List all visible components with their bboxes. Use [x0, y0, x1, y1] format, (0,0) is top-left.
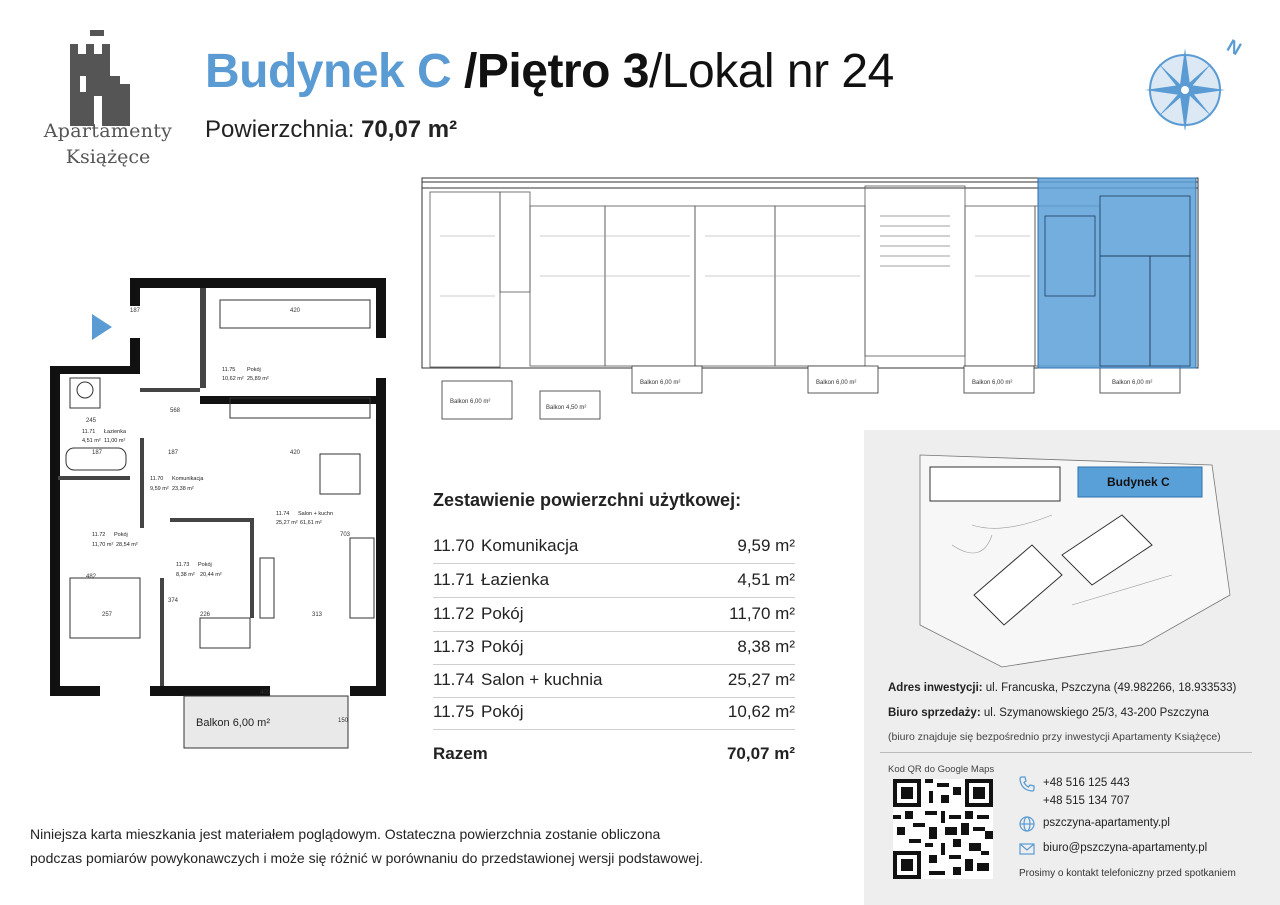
disclaimer-line-2: podczas pomiarów powykonawczych i może się różnić w porównaniu do przedstawionej wersji podstawowej. [30, 850, 704, 866]
room-name: Łazienka [481, 570, 550, 589]
area-table-title: Zestawienie powierzchni użytkowej: [433, 490, 742, 510]
table-row [433, 696, 795, 730]
title-floor: Piętro 3 [476, 45, 649, 98]
phone-icon [1018, 775, 1036, 793]
room-area: 10,62 m² [727, 702, 795, 721]
table-row [433, 664, 795, 698]
disclaimer-line-1: Niniejsza karta mieszkania jest materiałem poglądowym. Ostateczna powierzchnia zostanie obliczona [30, 826, 661, 842]
compass-icon [1140, 30, 1250, 130]
table-row [433, 598, 795, 632]
total-label: Razem [433, 744, 488, 763]
dim-label-12: 226 [200, 612, 211, 618]
table-row [433, 631, 795, 665]
email-icon [1018, 840, 1036, 858]
room-label-area1-1175: 10,62 m² [222, 376, 244, 382]
unit-balcony-label: Balkon 6,00 m² [196, 717, 270, 729]
room-code: 11.72 [433, 604, 475, 623]
area-label: Powierzchnia: [205, 116, 362, 143]
unit-floor-plan [50, 278, 390, 750]
room-code: 11.74 [433, 670, 475, 689]
room-area: 9,59 m² [737, 536, 795, 555]
room-area: 25,27 m² [727, 670, 795, 689]
room-label-code-1171: 11.71 [82, 429, 96, 435]
room-label-area1-1170: 9,59 m² [150, 486, 169, 492]
room-label-area2-1171: 11,00 m² [104, 438, 126, 444]
room-label-name-1172: Pokój [114, 532, 128, 538]
contact-note: Prosimy o kontakt telefoniczny przed spotkaniem [1019, 868, 1236, 879]
dim-label-6: 187 [168, 450, 179, 456]
dim-label-1: 187 [130, 308, 141, 314]
qr-code-icon[interactable] [893, 779, 993, 879]
investment-address-label: Adres inwestycji: [888, 682, 983, 694]
room-label-code-1172: 11.72 [92, 532, 106, 538]
room-label-code-1173: 11.73 [176, 562, 190, 568]
dim-label-10: 374 [168, 598, 179, 604]
room-name: Pokój [481, 637, 524, 656]
room-label-area1-1171: 4,51 m² [82, 438, 101, 444]
globe-icon [1018, 815, 1036, 833]
sales-office-address [888, 707, 1209, 719]
room-name: Pokój [481, 702, 524, 721]
entrance-arrow-icon [92, 314, 112, 340]
panel-divider [880, 752, 1252, 753]
room-label-name-1173: Pokój [198, 562, 212, 568]
phone-1[interactable]: +48 516 125 443 [1043, 777, 1130, 789]
site-map [912, 445, 1234, 670]
sales-office-note: (biuro znajduje się bezpośrednio przy inwestycji Apartamenty Książęce) [888, 731, 1221, 743]
investment-address [888, 682, 1236, 694]
dim-label-9: 482 [86, 574, 97, 580]
floor-balcony-label-5: Balkon 6,00 m² [972, 380, 1013, 386]
room-code: 11.75 [433, 702, 475, 721]
room-label-name-1174: Salon + kuchn [298, 511, 334, 517]
dim-label-8: 703 [340, 532, 351, 538]
sales-office-label: Biuro sprzedaży: [888, 707, 981, 719]
dim-label-2: 420 [290, 308, 301, 314]
page-title [205, 44, 894, 99]
room-code: 11.73 [433, 637, 475, 656]
room-label-name-1175: Pokój [247, 367, 261, 373]
sales-office-value: ul. Szymanowskiego 25/3, 43-200 Pszczyna [980, 707, 1209, 719]
site-map-building-label: Budynek C [1107, 475, 1170, 489]
room-label-area2-1175: 25,89 m² [247, 376, 269, 382]
room-area: 4,51 m² [737, 570, 795, 589]
room-label-area2-1173: 20,44 m² [200, 572, 222, 578]
room-code: 11.71 [433, 570, 475, 589]
area-subtitle [205, 116, 457, 144]
dim-label-14: 400 [260, 690, 271, 696]
floor-balcony-label-2: Balkon 4,50 m² [546, 405, 587, 411]
room-code: 11.70 [433, 536, 475, 555]
title-separator-1: / [451, 45, 477, 98]
logo-text-line2: Książęce [65, 146, 151, 168]
email-link[interactable]: biuro@pszczyna-apartamenty.pl [1043, 842, 1208, 854]
room-label-code-1170: 11.70 [150, 476, 164, 482]
title-building: Budynek C [205, 45, 452, 98]
dim-label-5: 187 [92, 450, 103, 456]
floor-balcony-label-6: Balkon 6,00 m² [1112, 380, 1153, 386]
table-row [433, 530, 795, 564]
room-area: 11,70 m² [729, 604, 795, 623]
total-value: 70,07 m² [726, 744, 795, 763]
room-label-area1-1174: 25,27 m² [276, 520, 298, 526]
title-separator-2: / [648, 45, 662, 98]
floor-balcony-label-1: Balkon 6,00 m² [450, 399, 491, 405]
area-value: 70,07 m² [361, 116, 458, 143]
table-row [433, 564, 795, 598]
room-label-area2-1174: 61,61 m² [300, 520, 322, 526]
table-total-row [433, 744, 795, 764]
title-unit: Lokal nr 24 [661, 45, 894, 98]
floor-balcony-label-3: Balkon 6,00 m² [640, 380, 681, 386]
dim-label-3: 568 [170, 408, 181, 414]
dim-label-13: 313 [312, 612, 323, 618]
room-label-area2-1172: 28,54 m² [116, 542, 138, 548]
room-name: Salon + kuchnia [481, 670, 603, 689]
website-link[interactable]: pszczyna-apartamenty.pl [1043, 817, 1170, 829]
room-label-area2-1170: 23,38 m² [172, 486, 194, 492]
dim-label-15: 150 [338, 718, 349, 724]
logo-text-line1: Apartamenty [43, 120, 173, 142]
floor-plan [420, 176, 1200, 426]
investment-address-value: ul. Francuska, Pszczyna (49.982266, 18.933533) [982, 682, 1237, 694]
phone-2[interactable]: +48 515 134 707 [1043, 795, 1130, 807]
qr-code-label: Kod QR do Google Maps [888, 764, 995, 775]
room-label-name-1170: Komunikacja [172, 476, 204, 482]
room-label-name-1171: Łazienka [104, 429, 127, 435]
room-label-code-1174: 11.74 [276, 511, 290, 517]
room-label-area1-1173: 8,38 m² [176, 572, 195, 578]
floor-balcony-label-4: Balkon 6,00 m² [816, 380, 857, 386]
room-name: Komunikacja [481, 536, 579, 555]
room-name: Pokój [481, 604, 524, 623]
svg-text:N: N [1223, 35, 1245, 60]
dim-label-11: 257 [102, 612, 113, 618]
dim-label-7: 420 [290, 450, 301, 456]
room-label-code-1175: 11.75 [222, 367, 236, 373]
dim-label-4: 245 [86, 418, 97, 424]
room-area: 8,38 m² [737, 637, 795, 656]
room-label-area1-1172: 11,70 m² [92, 542, 114, 548]
